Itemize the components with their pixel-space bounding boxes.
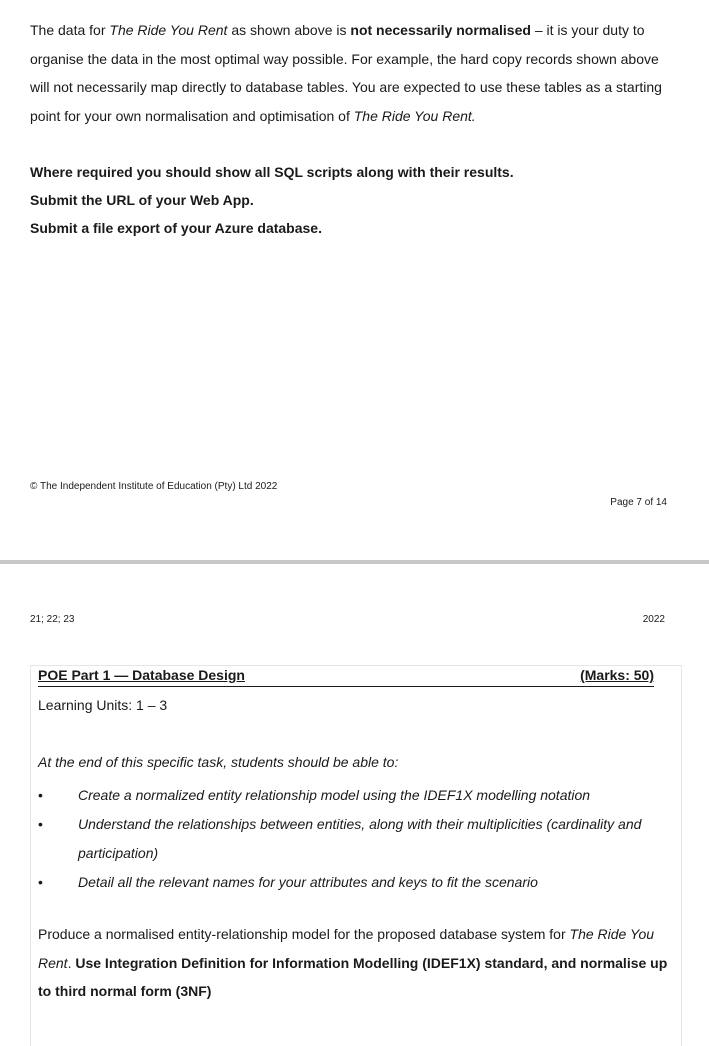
- task-marks: (Marks: 50): [580, 667, 654, 683]
- learning-units: Learning Units: 1 – 3: [38, 697, 168, 713]
- outcomes-list: [31, 781, 671, 897]
- footer-copyright: © The Independent Institute of Education (Pty) Ltd 2022: [30, 481, 278, 492]
- footer-page-number: Page 7 of 14: [610, 497, 667, 508]
- bullet-icon: •: [38, 787, 43, 803]
- text-run: – it is your duty to organise the data in the most optimal way possible. For example, the hard copy records shown above will not necessarily map directly to database tables. You are expected to use these tables as a starting point for your own normalisation and optimisation of: [30, 22, 662, 124]
- text-run: as shown above is: [227, 22, 351, 38]
- header-year: 2022: [642, 614, 665, 625]
- bullet-icon: •: [38, 816, 43, 832]
- italic-business-name: The Ride You Rent.: [353, 107, 476, 124]
- requirement-azure-export: Submit a file export of your Azure database.: [30, 220, 322, 236]
- bold-instruction: Use Integration Definition for Information Modelling (IDEF1X) standard, and normalise up to third normal form (3NF): [38, 954, 668, 999]
- task-instruction-paragraph: [38, 920, 678, 1006]
- italic-business-name: The Ride You Rent: [38, 926, 655, 971]
- italic-business-name: The Ride You Rent: [109, 22, 228, 38]
- requirement-sql-scripts: Where required you should show all SQL scripts along with their results.: [30, 164, 514, 180]
- normalisation-paragraph: [30, 16, 675, 130]
- list-item-text: Understand the relationships between entities, along with their multiplicities (cardinality and participation): [78, 816, 642, 861]
- requirement-web-app-url: Submit the URL of your Web App.: [30, 192, 254, 208]
- list-item-text: Detail all the relevant names for your attributes and keys to fit the scenario: [78, 874, 538, 890]
- text-run: Produce a normalised entity-relationship model for the proposed database system for: [38, 926, 570, 942]
- task-title: POE Part 1 — Database Design: [38, 667, 245, 683]
- outcomes-intro: At the end of this specific task, students should be able to:: [38, 754, 399, 770]
- text-run: .: [67, 954, 76, 971]
- text-run: The data for: [30, 22, 110, 38]
- list-item-text: Create a normalized entity relationship model using the IDEF1X modelling notation: [78, 787, 591, 803]
- list-item: [31, 810, 671, 868]
- list-item: [31, 868, 671, 897]
- task-title-row: [38, 666, 654, 687]
- document-page-8: [0, 564, 709, 1024]
- header-learning-units-codes: 21; 22; 23: [30, 614, 75, 625]
- task-section: [30, 665, 682, 1046]
- bold-emphasis: not necessarily normalised: [350, 22, 531, 38]
- bullet-icon: •: [38, 874, 43, 890]
- list-item: [31, 781, 671, 810]
